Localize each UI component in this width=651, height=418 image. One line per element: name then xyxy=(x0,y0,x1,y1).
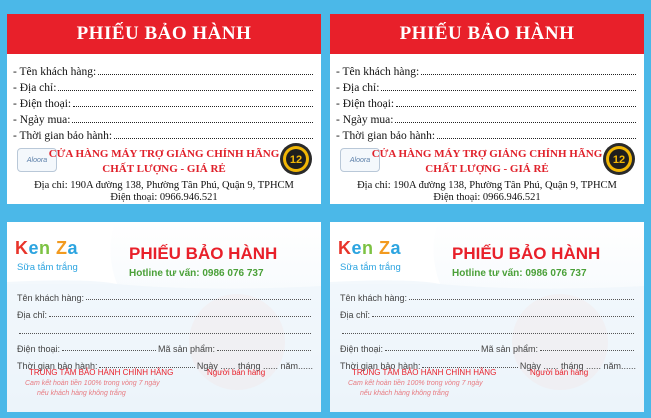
brand-subtitle: Sữa tắm trắng xyxy=(17,262,78,273)
field-phone[interactable] xyxy=(13,94,315,110)
field-label: - Tên khách hàng: xyxy=(336,66,420,78)
field-warranty-period[interactable] xyxy=(13,126,315,142)
field-label: - Ngày mua: xyxy=(336,114,394,126)
seal-number: 12 xyxy=(612,154,626,166)
store-slogan: CHẤT LƯỢNG - GIÁ RẺ xyxy=(102,163,226,175)
dotted-line xyxy=(98,74,313,75)
store-phone: Điện thoại: 0966.946.521 xyxy=(110,192,218,203)
warranty-card-bottom-right xyxy=(330,222,644,412)
dotted-line xyxy=(396,106,636,107)
store-banner xyxy=(330,146,644,176)
hotline: Hotline tư vấn: 0986 076 737 xyxy=(129,268,264,279)
warranty-center-label: TRUNG TÂM BẢO HÀNH CHÍNH HÃNG xyxy=(352,368,497,377)
dotted-line xyxy=(72,122,313,123)
store-slogan: CHẤT LƯỢNG - GIÁ RẺ xyxy=(425,163,549,175)
field-label: - Tên khách hàng: xyxy=(13,66,97,78)
dotted-line xyxy=(421,74,636,75)
refund-condition: nếu khách hàng không trắng xyxy=(360,390,449,397)
field-address[interactable] xyxy=(13,78,315,94)
warranty-card-top-right xyxy=(330,14,644,204)
dotted-line xyxy=(58,90,313,91)
dotted-line xyxy=(437,138,636,139)
store-address: Địa chỉ: 190A đường 138, Phường Tân Phú, Quận 9, TPHCM xyxy=(34,180,294,191)
card-title: PHIẾU BẢO HÀNH xyxy=(7,14,321,54)
store-name: CỬA HÀNG MÁY TRỢ GIẢNG CHÍNH HÃNG xyxy=(371,148,603,160)
field-customer-name[interactable] xyxy=(13,62,315,78)
refund-note: Cam kết hoàn tiền 100% trong vòng 7 ngày xyxy=(25,380,160,387)
field-address-line2[interactable] xyxy=(17,320,313,337)
logo-text: Aloora xyxy=(349,156,371,164)
dotted-line xyxy=(395,122,636,123)
card-title: PHIẾU BẢO HÀNH xyxy=(129,244,278,263)
brand-logo: Ken Za xyxy=(15,238,79,258)
card-title: PHIẾU BẢO HÀNH xyxy=(330,14,644,54)
logo-text: Aloora xyxy=(26,156,48,164)
field-list xyxy=(340,286,636,371)
seller-label: Người bán hàng xyxy=(207,368,266,377)
field-warranty-period[interactable] xyxy=(336,126,638,142)
field-warranty-period[interactable]: Thời gian bảo hành: Ngày ...... tháng ...... năm...... xyxy=(17,361,313,371)
field-customer-name[interactable] xyxy=(336,62,638,78)
field-list xyxy=(330,54,644,142)
field-address[interactable]: Địa chỉ: xyxy=(17,303,313,320)
seller-label: Người bán hàng xyxy=(530,368,589,377)
refund-condition: nếu khách hàng không trắng xyxy=(37,390,126,397)
warranty-seal-icon xyxy=(279,142,313,176)
dotted-line xyxy=(381,90,636,91)
store-address: Địa chỉ: 190A đường 138, Phường Tân Phú, Quận 9, TPHCM xyxy=(357,180,617,191)
brand-subtitle: Sữa tắm trắng xyxy=(340,262,401,273)
field-label: - Điện thoại: xyxy=(336,98,395,110)
card-title: PHIẾU BẢO HÀNH xyxy=(452,244,601,263)
field-customer-name[interactable]: Tên khách hàng: xyxy=(340,286,636,303)
store-phone: Điện thoại: 0966.946.521 xyxy=(433,192,541,203)
refund-note: Cam kết hoàn tiền 100% trong vòng 7 ngày xyxy=(348,380,483,387)
field-label: - Thời gian bảo hành: xyxy=(13,130,113,142)
field-label: - Địa chỉ: xyxy=(336,82,380,94)
field-label: - Ngày mua: xyxy=(13,114,71,126)
field-purchase-date[interactable] xyxy=(336,110,638,126)
brand-logo: Ken Za xyxy=(338,238,402,258)
seal-number: 12 xyxy=(289,154,303,166)
field-label: - Địa chỉ: xyxy=(13,82,57,94)
field-address[interactable] xyxy=(336,78,638,94)
field-customer-name[interactable]: Tên khách hàng: xyxy=(17,286,313,303)
warranty-card-bottom-left xyxy=(7,222,321,412)
field-list xyxy=(17,286,313,371)
field-label: - Điện thoại: xyxy=(13,98,72,110)
warranty-seal-icon xyxy=(602,142,636,176)
field-label: - Thời gian bảo hành: xyxy=(336,130,436,142)
field-phone-product[interactable]: Điện thoại: Mã sản phẩm: xyxy=(340,337,636,354)
field-purchase-date[interactable] xyxy=(13,110,315,126)
field-warranty-period[interactable]: Thời gian bảo hành: Ngày ...... tháng ...... năm...... xyxy=(340,361,636,371)
field-address-line2[interactable] xyxy=(340,320,636,337)
warranty-center-label: TRUNG TÂM BẢO HÀNH CHÍNH HÃNG xyxy=(29,368,174,377)
field-address[interactable]: Địa chỉ: xyxy=(340,303,636,320)
field-phone-product[interactable]: Điện thoại: Mã sản phẩm: xyxy=(17,337,313,354)
store-name: CỬA HÀNG MÁY TRỢ GIẢNG CHÍNH HÃNG xyxy=(48,148,280,160)
field-list xyxy=(7,54,321,142)
hotline: Hotline tư vấn: 0986 076 737 xyxy=(452,268,587,279)
dotted-line xyxy=(73,106,313,107)
dotted-line xyxy=(114,138,313,139)
store-banner xyxy=(7,146,321,176)
warranty-card-top-left xyxy=(7,14,321,204)
field-phone[interactable] xyxy=(336,94,638,110)
